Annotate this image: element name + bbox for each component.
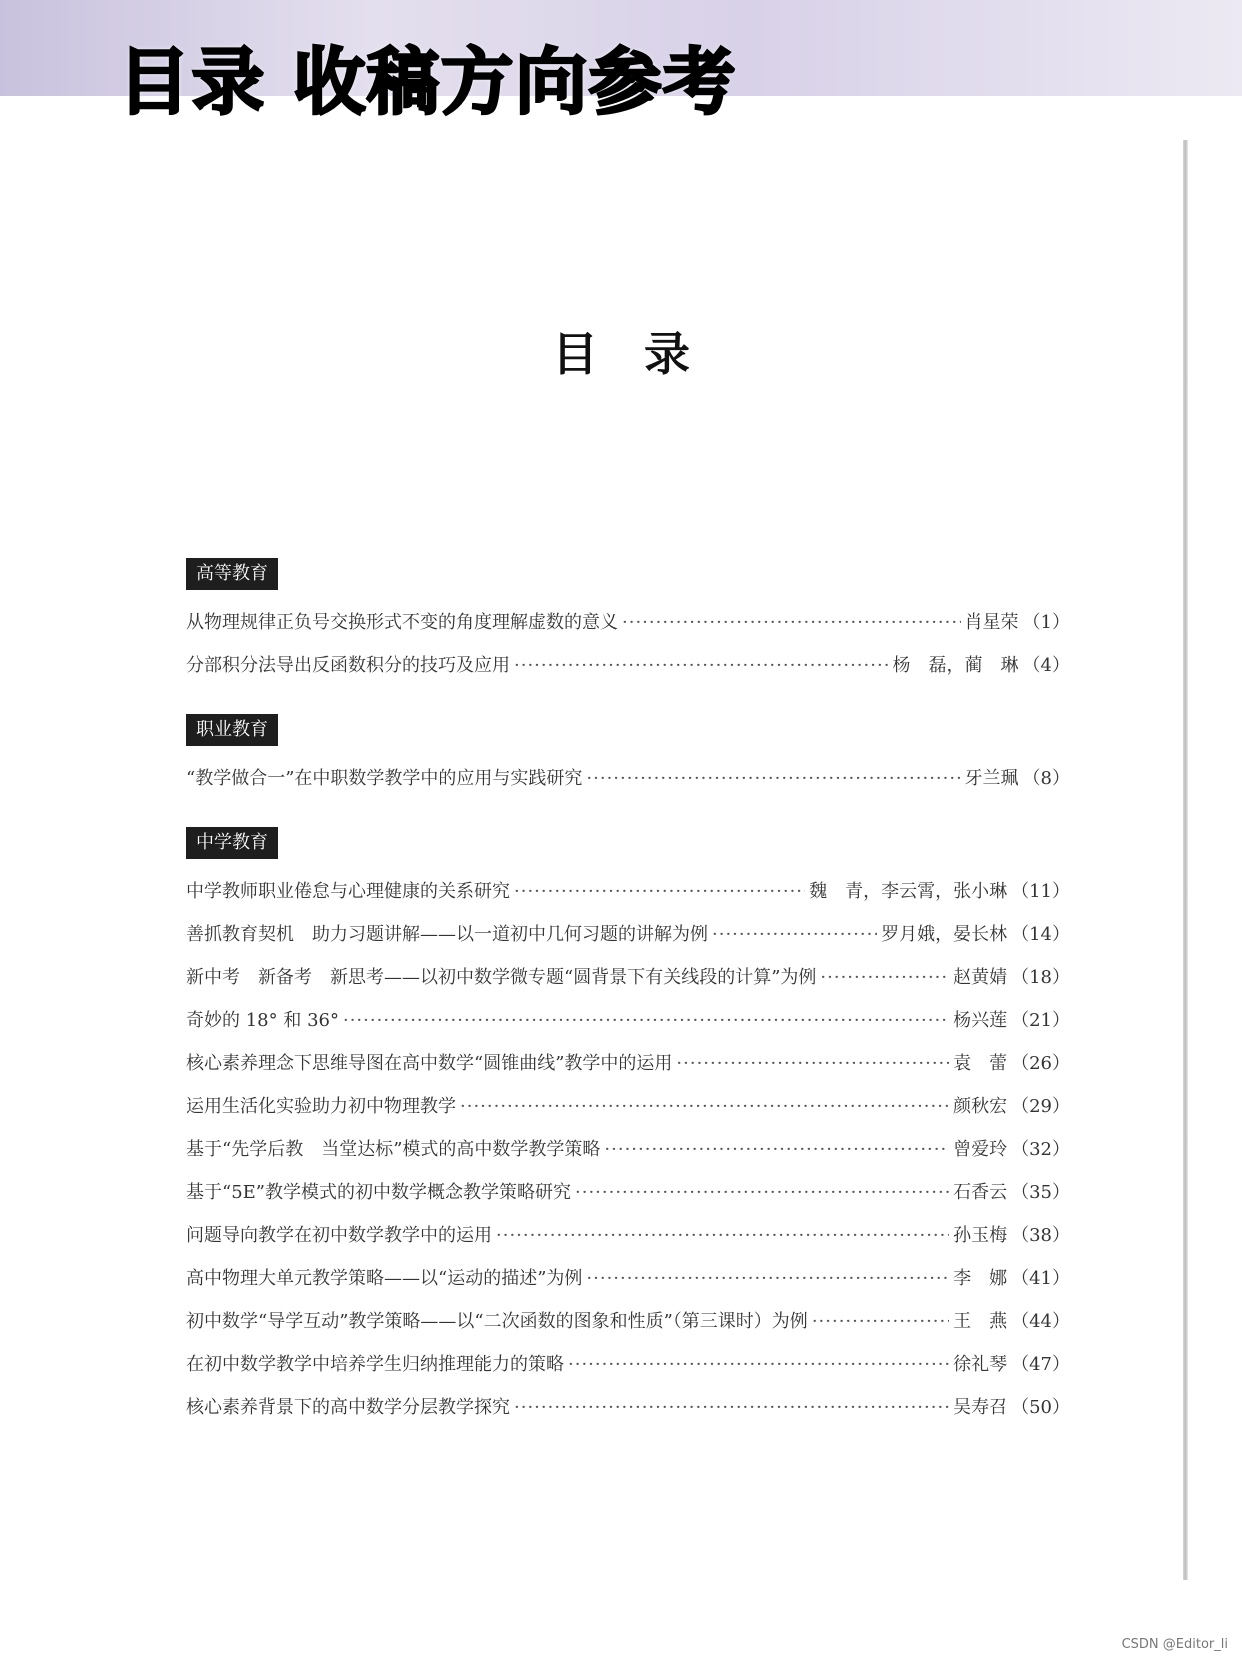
entry-title: 善抓教育契机 助力习题讲解——以一道初中几何习题的讲解为例 xyxy=(186,924,708,945)
entry-page-number: （1） xyxy=(1022,612,1070,633)
entry-author: 徐礼琴 xyxy=(953,1354,1008,1375)
toc-entry xyxy=(186,1264,1070,1307)
section-tag: 高等教育 xyxy=(186,558,278,590)
entry-author: 袁 蕾 xyxy=(953,1053,1008,1074)
entry-title: 问题导向教学在初中数学教学中的运用 xyxy=(186,1225,492,1246)
entry-title: 基于“5E”教学模式的初中数学概念教学策略研究 xyxy=(186,1182,571,1203)
entry-page-number: （29） xyxy=(1011,1096,1070,1117)
dot-leader xyxy=(568,1354,949,1375)
entry-page-number: （50） xyxy=(1011,1397,1070,1418)
entry-page-number: （11） xyxy=(1011,881,1070,902)
toc-entry xyxy=(186,1307,1070,1350)
toc-entry xyxy=(186,608,1070,651)
toc-entry xyxy=(186,651,1070,694)
entry-author: 颜秋宏 xyxy=(953,1096,1008,1117)
dot-leader xyxy=(514,655,889,676)
entry-page-number: （44） xyxy=(1011,1311,1070,1332)
toc-entry xyxy=(186,877,1070,920)
entry-page-number: （8） xyxy=(1022,768,1070,789)
dot-leader xyxy=(460,1096,949,1117)
toc-entry xyxy=(186,1178,1070,1221)
dot-leader xyxy=(343,1010,949,1031)
toc-entry xyxy=(186,1049,1070,1092)
entry-title: 奇妙的 18° 和 36° xyxy=(186,1010,339,1031)
entry-author: 石香云 xyxy=(953,1182,1008,1203)
entry-author: 赵黄婧 xyxy=(953,967,1008,988)
toc-entry xyxy=(186,963,1070,1006)
entry-title: 运用生活化实验助力初中物理教学 xyxy=(186,1096,456,1117)
entry-page-number: （21） xyxy=(1011,1010,1070,1031)
entry-title: 分部积分法导出反函数积分的技巧及应用 xyxy=(186,655,510,676)
dot-leader xyxy=(812,1311,949,1332)
section-tag: 中学教育 xyxy=(186,827,278,859)
entry-title: 新中考 新备考 新思考——以初中数学微专题“圆背景下有关线段的计算”为例 xyxy=(186,967,817,988)
dot-leader xyxy=(712,924,877,945)
entry-title: 基于“先学后教 当堂达标”模式的高中数学教学策略 xyxy=(186,1139,601,1160)
entry-author: 吴寿召 xyxy=(953,1397,1008,1418)
entry-page-number: （38） xyxy=(1011,1225,1070,1246)
entry-title: 核心素养背景下的高中数学分层教学探究 xyxy=(186,1397,510,1418)
entry-title: 高中物理大单元教学策略——以“运动的描述”为例 xyxy=(186,1268,583,1289)
dot-leader xyxy=(496,1225,949,1246)
section-tag: 职业教育 xyxy=(186,714,278,746)
entry-title: 从物理规律正负号交换形式不变的角度理解虚数的意义 xyxy=(186,612,618,633)
toc-entry xyxy=(186,1350,1070,1393)
entry-author: 罗月娥，晏长林 xyxy=(881,924,1008,945)
entry-author: 杨 磊，蔺 琳 xyxy=(892,655,1019,676)
toc-entry xyxy=(186,1135,1070,1178)
entry-author: 孙玉梅 xyxy=(953,1225,1008,1246)
page-title: 目录 xyxy=(552,327,736,381)
entry-page-number: （47） xyxy=(1011,1354,1070,1375)
dot-leader xyxy=(622,612,961,633)
toc-entry xyxy=(186,1393,1070,1436)
entry-page-number: （14） xyxy=(1011,924,1070,945)
entry-page-number: （32） xyxy=(1011,1139,1070,1160)
entry-page-number: （26） xyxy=(1011,1053,1070,1074)
entry-title: 核心素养理念下思维导图在高中数学“圆锥曲线”教学中的运用 xyxy=(186,1053,673,1074)
banner-title: 目录 收稿方向参考 xyxy=(118,40,738,124)
entry-title: 中学教师职业倦怠与心理健康的关系研究 xyxy=(186,881,510,902)
toc-entry xyxy=(186,764,1070,807)
entry-page-number: （18） xyxy=(1011,967,1070,988)
entry-title: “教学做合一”在中职数学教学中的应用与实践研究 xyxy=(186,768,583,789)
entry-author: 杨兴莲 xyxy=(953,1010,1008,1031)
entry-author: 牙兰珮 xyxy=(964,768,1019,789)
entry-author: 魏 青，李云霄，张小琳 xyxy=(809,881,1008,902)
entry-title: 初中数学“导学互动”教学策略——以“二次函数的图象和性质”（第三课时）为例 xyxy=(186,1311,808,1332)
entry-page-number: （41） xyxy=(1011,1268,1070,1289)
entry-author: 肖星荣 xyxy=(964,612,1019,633)
dot-leader xyxy=(575,1182,949,1203)
entry-author: 曾爱玲 xyxy=(953,1139,1008,1160)
entry-title: 在初中数学教学中培养学生归纳推理能力的策略 xyxy=(186,1354,564,1375)
table-of-contents xyxy=(186,558,1070,1436)
entry-page-number: （35） xyxy=(1011,1182,1070,1203)
entry-author: 王 燕 xyxy=(953,1311,1008,1332)
entry-author: 李 娜 xyxy=(953,1268,1008,1289)
watermark: CSDN @Editor_li xyxy=(1121,1637,1228,1652)
dot-leader xyxy=(586,1268,949,1289)
toc-entry xyxy=(186,1092,1070,1135)
toc-entry xyxy=(186,1221,1070,1264)
dot-leader xyxy=(514,881,805,902)
dot-leader xyxy=(586,768,960,789)
toc-entry xyxy=(186,1006,1070,1049)
dot-leader xyxy=(514,1397,949,1418)
toc-entry xyxy=(186,920,1070,963)
dot-leader xyxy=(820,967,949,988)
dot-leader xyxy=(676,1053,949,1074)
entry-page-number: （4） xyxy=(1022,655,1070,676)
dot-leader xyxy=(604,1139,949,1160)
